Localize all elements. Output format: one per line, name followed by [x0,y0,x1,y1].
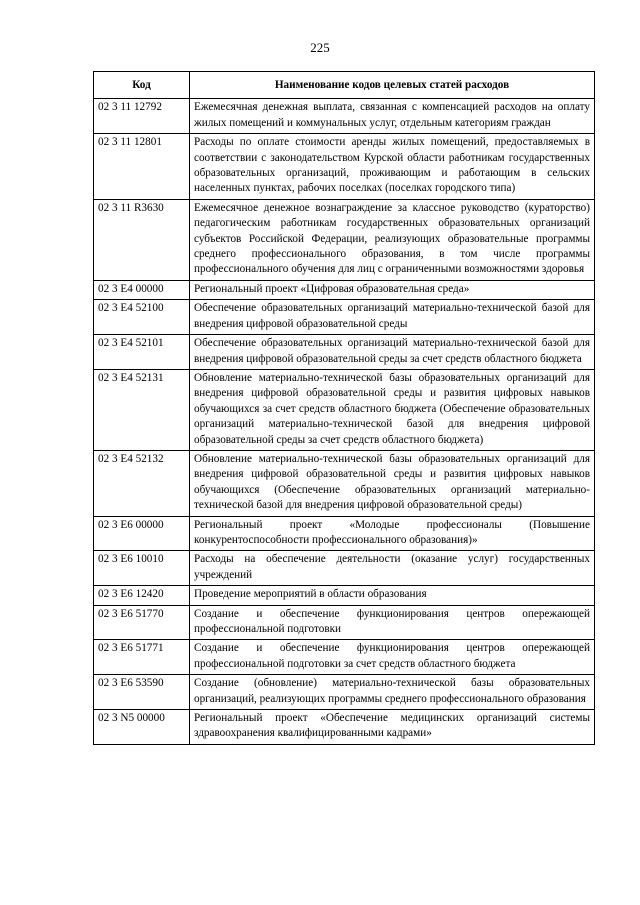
table-row [94,199,595,280]
table-row [94,335,595,370]
table-row [94,516,595,551]
row-code: 02 3 E6 10010 [94,551,190,586]
row-code: 02 3 E6 51771 [94,640,190,675]
row-code: 02 3 N5 00000 [94,710,190,745]
row-name: Создание и обеспечение функционирования центров опережающей профессиональной подготовки за счет средств областного бюджета [190,640,595,675]
row-code: 02 3 E4 52101 [94,335,190,370]
row-name: Региональный проект «Обеспечение медицинских организаций системы здравоохранения квалифицированными кадрами» [190,710,595,745]
row-code: 02 3 E4 52131 [94,369,190,450]
row-name: Создание и обеспечение функционирования центров опережающей профессиональной подготовки [190,605,595,640]
row-name: Региональный проект «Молодые профессионалы (Повышение конкурентоспособности профессионального образования)» [190,516,595,551]
row-code: 02 3 E6 12420 [94,586,190,605]
row-name: Расходы по оплате стоимости аренды жилых помещений, предоставляемых в соответствии с законодательством Курской области работникам государственных образовательных организаций, проживающим и работающим в сельских населенных пунктах, рабочих поселках (поселках городского типа) [190,134,595,200]
table-row [94,710,595,745]
header-name: Наименование кодов целевых статей расходов [190,72,595,99]
row-code: 02 3 E4 52132 [94,450,190,516]
row-code: 02 3 E4 52100 [94,300,190,335]
table-row [94,369,595,450]
row-code: 02 3 11 12801 [94,134,190,200]
table-row [94,675,595,710]
table-row [94,605,595,640]
row-code: 02 3 E4 00000 [94,280,190,299]
row-name: Региональный проект «Цифровая образовательная среда» [190,280,595,299]
table-row [94,450,595,516]
row-name: Создание (обновление) материально-технической базы образовательных организаций, реализующих программы среднего профессионального образования [190,675,595,710]
table-row [94,99,595,134]
table-row [94,551,595,586]
table-row [94,586,595,605]
row-code: 02 3 11 R3630 [94,199,190,280]
row-name: Проведение мероприятий в области образования [190,586,595,605]
table-row [94,300,595,335]
row-name: Обеспечение образовательных организаций материально-технической базой для внедрения цифровой образовательной среды за счет средств областного бюджета [190,335,595,370]
row-name: Обеспечение образовательных организаций материально-технической базой для внедрения цифровой образовательной среды [190,300,595,335]
row-name: Обновление материально-технической базы образовательных организаций для внедрения цифровой образовательной среды и развития цифровых навыков обучающихся (Обеспечение образовательных организаций материально-технической базой для внедрения цифровой образовательной среды) [190,450,595,516]
table-row [94,280,595,299]
table-header-row [94,72,595,99]
page-number: 225 [310,40,330,55]
table-row [94,134,595,200]
header-code: Код [94,72,190,99]
row-name: Обновление материально-технической базы образовательных организаций для внедрения цифровой образовательной среды и развития цифровых навыков обучающихся за счет средств областного бюджета (Обеспечение образовательных организаций материально-технической базой для внедрения цифровой образовательной среды за счет средств областного бюджета) [190,369,595,450]
row-code: 02 3 E6 51770 [94,605,190,640]
row-code: 02 3 E6 00000 [94,516,190,551]
table-row [94,640,595,675]
row-code: 02 3 11 12792 [94,99,190,134]
row-code: 02 3 E6 53590 [94,675,190,710]
row-name: Ежемесячное денежное вознаграждение за классное руководство (кураторство) педагогическим работникам государственных образовательных организаций субъектов Российской Федерации, реализующих образовательные программы среднего профессионального образования, в том числе программы профессионального обучения для лиц с ограниченными возможностями здоровья [190,199,595,280]
row-name: Расходы на обеспечение деятельности (оказание услуг) государственных учреждений [190,551,595,586]
table-body [94,99,595,744]
budget-codes-table [93,71,595,745]
row-name: Ежемесячная денежная выплата, связанная с компенсацией расходов на оплату жилых помещений и коммунальных услуг, отдельным категориям граждан [190,99,595,134]
